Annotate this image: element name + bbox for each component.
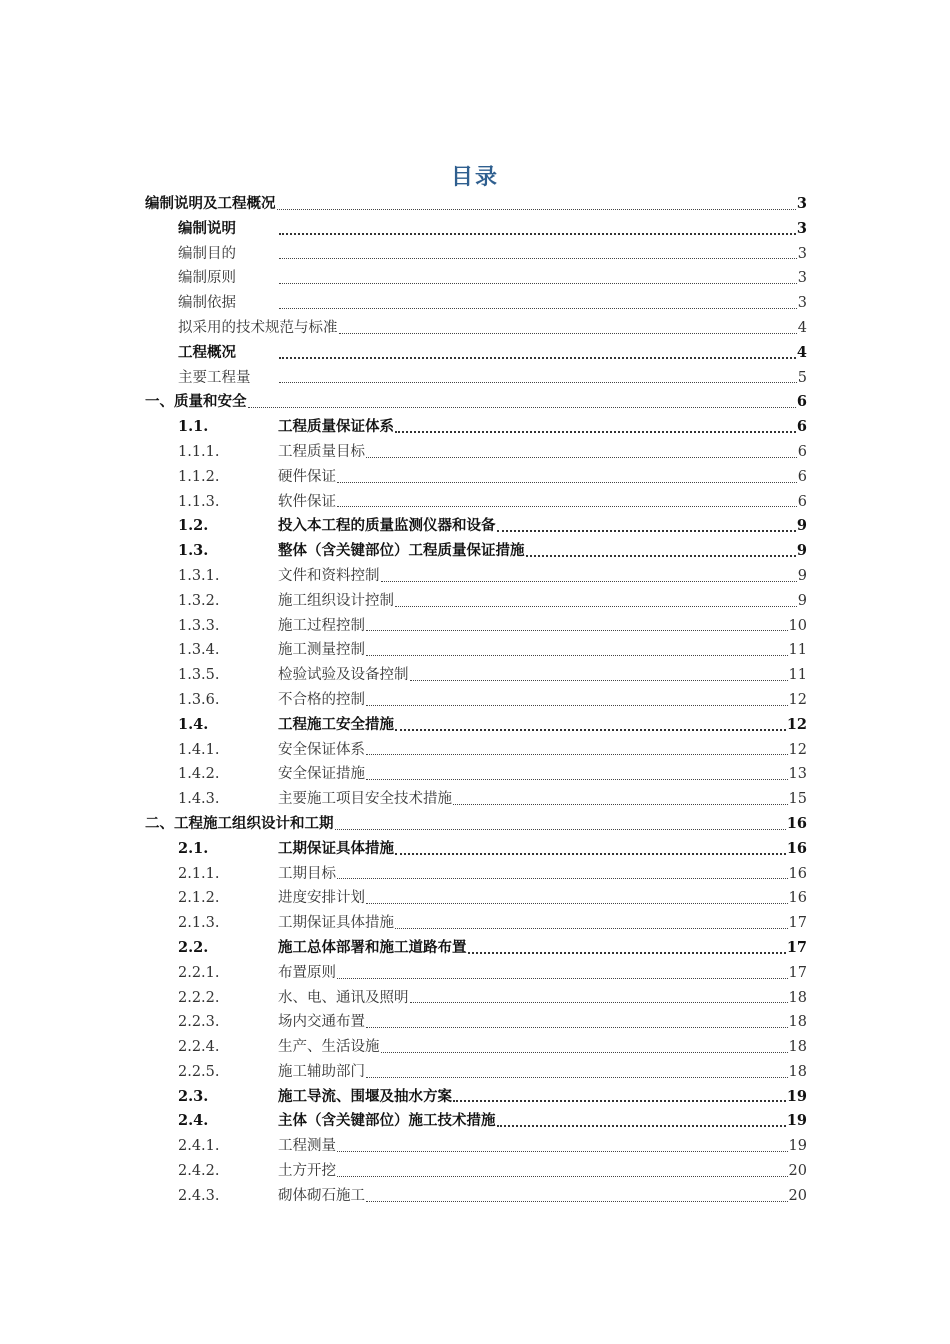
toc-entry-page: 11 xyxy=(788,667,807,684)
toc-leader-dots xyxy=(366,903,788,904)
toc-leader-dots xyxy=(366,1077,788,1078)
toc-entry-page: 16 xyxy=(786,839,807,857)
toc-entry-label: 编制依据 xyxy=(178,295,236,312)
toc-entry-page: 18 xyxy=(788,1014,807,1031)
toc-entry[interactable] xyxy=(145,738,807,763)
toc-leader-dots xyxy=(410,1002,788,1003)
toc-entry[interactable] xyxy=(145,366,807,391)
toc-entry-page: 9 xyxy=(796,517,807,535)
toc-entry[interactable] xyxy=(145,1010,807,1035)
toc-entry[interactable] xyxy=(145,812,807,837)
toc-entry-number: 1.1.2. xyxy=(178,468,220,485)
toc-entry-label: 不合格的控制 xyxy=(278,691,365,708)
toc-entry-page: 18 xyxy=(788,1039,807,1056)
toc-entry-number: 2.2. xyxy=(178,938,209,956)
toc-entry-label: 工期目标 xyxy=(278,865,336,882)
toc-leader-dots xyxy=(337,506,797,507)
toc-entry-page: 20 xyxy=(788,1163,807,1180)
toc-entry-page: 19 xyxy=(786,1112,807,1130)
toc-entry-label: 施工辅助部门 xyxy=(278,1063,365,1080)
toc-entry[interactable] xyxy=(145,1109,807,1134)
toc-entry-label: 施工总体部署和施工道路布置 xyxy=(278,938,467,956)
toc-entry-label: 工期保证具体措施 xyxy=(278,839,394,857)
toc-entry-label: 主要工程量 xyxy=(178,369,251,386)
toc-entry-page: 11 xyxy=(788,642,807,659)
toc-leader-dots xyxy=(366,779,788,780)
toc-entry[interactable] xyxy=(145,341,807,366)
toc-entry[interactable] xyxy=(145,1085,807,1110)
toc-entry-page: 12 xyxy=(786,715,807,733)
toc-entry-page: 9 xyxy=(796,542,807,560)
toc-entry-page: 9 xyxy=(797,567,807,584)
toc-entry[interactable] xyxy=(145,986,807,1011)
toc-entry-page: 13 xyxy=(788,766,807,783)
toc-leader-dots xyxy=(337,1151,788,1152)
toc-entry-page: 20 xyxy=(788,1187,807,1204)
toc-entry-page: 12 xyxy=(788,691,807,708)
toc-entry-number: 1.3. xyxy=(178,542,209,560)
toc-entry-number: 1.4.1. xyxy=(178,741,220,758)
toc-entry-label: 检验试验及设备控制 xyxy=(278,667,409,684)
toc-entry-label: 拟采用的技术规范与标准 xyxy=(178,319,338,336)
toc-leader-dots xyxy=(366,457,797,458)
toc-entry-label: 砌体砌石施工 xyxy=(278,1187,365,1204)
toc-entry-page: 17 xyxy=(788,964,807,981)
toc-entry[interactable] xyxy=(145,390,807,415)
toc-entry-page: 15 xyxy=(788,791,807,808)
toc-leader-dots xyxy=(339,333,797,334)
toc-entry-number: 2.2.1. xyxy=(178,964,220,981)
toc-entry[interactable] xyxy=(145,1134,807,1159)
toc-entry-label: 施工导流、围堰及抽水方案 xyxy=(278,1087,452,1105)
toc-leader-dots xyxy=(337,878,788,879)
toc-title: 目录 xyxy=(450,164,499,190)
toc-entry-page: 17 xyxy=(786,938,807,956)
toc-entry[interactable] xyxy=(145,638,807,663)
toc-entry[interactable] xyxy=(145,465,807,490)
toc-entry[interactable] xyxy=(145,862,807,887)
toc-entry-number: 1.4.3. xyxy=(178,791,220,808)
toc-leader-dots xyxy=(279,283,797,284)
toc-entry-label: 编制说明及工程概况 xyxy=(145,195,276,212)
toc-entry-number: 1.3.6. xyxy=(178,691,220,708)
toc-leader-dots xyxy=(395,928,788,929)
toc-entry-number: 2.1.2. xyxy=(178,890,220,907)
toc-entry[interactable] xyxy=(145,762,807,787)
toc-entry-number: 1.1. xyxy=(178,418,209,436)
toc-entry-number: 1.1.1. xyxy=(178,443,220,460)
toc-entry-label: 施工组织设计控制 xyxy=(278,592,394,609)
toc-entry-number: 2.3. xyxy=(178,1087,209,1105)
toc-entry-label: 一、质量和安全 xyxy=(145,393,247,411)
toc-entry-label: 编制原则 xyxy=(178,270,236,287)
toc-entry-label: 布置原则 xyxy=(278,964,336,981)
toc-leader-dots xyxy=(497,1125,786,1127)
toc-entry[interactable] xyxy=(145,688,807,713)
toc-entry-page: 5 xyxy=(797,369,807,386)
toc-entry-number: 2.4.1. xyxy=(178,1138,220,1155)
toc-entry-label: 主体（含关键部位）施工技术措施 xyxy=(278,1112,496,1130)
toc-entry-page: 3 xyxy=(796,219,807,237)
toc-leader-dots xyxy=(366,1201,788,1202)
toc-entry-page: 4 xyxy=(797,319,807,336)
toc-entry-number: 1.4.2. xyxy=(178,766,220,783)
toc-entry[interactable] xyxy=(145,564,807,589)
toc-entry-label: 进度安排计划 xyxy=(278,890,365,907)
toc-entry-label: 水、电、通讯及照明 xyxy=(278,989,409,1006)
toc-entry[interactable] xyxy=(145,266,807,291)
toc-entry-label: 工程质量保证体系 xyxy=(278,418,394,436)
toc-leader-dots xyxy=(337,1176,788,1177)
toc-entry-label: 生产、生活设施 xyxy=(278,1039,380,1056)
toc-entry[interactable] xyxy=(145,1035,807,1060)
toc-entry-number: 1.3.4. xyxy=(178,642,220,659)
toc-entry-page: 6 xyxy=(797,493,807,510)
toc-entry[interactable] xyxy=(145,415,807,440)
table-of-contents xyxy=(145,192,807,1209)
toc-entry[interactable] xyxy=(145,316,807,341)
toc-entry-page: 4 xyxy=(796,343,807,361)
toc-entry[interactable] xyxy=(145,192,807,217)
toc-entry[interactable] xyxy=(145,490,807,515)
toc-entry-label: 文件和资料控制 xyxy=(278,567,380,584)
toc-leader-dots xyxy=(453,1100,786,1102)
toc-entry[interactable] xyxy=(145,291,807,316)
toc-entry-number: 1.3.5. xyxy=(178,667,220,684)
toc-entry[interactable] xyxy=(145,936,807,961)
toc-leader-dots xyxy=(337,482,797,483)
toc-entry[interactable] xyxy=(145,1060,807,1085)
toc-leader-dots xyxy=(381,1052,788,1053)
toc-entry-page: 3 xyxy=(797,295,807,312)
toc-entry-page: 16 xyxy=(786,814,807,832)
toc-entry-label: 编制目的 xyxy=(178,245,236,262)
toc-leader-dots xyxy=(381,581,797,582)
toc-entry-page: 6 xyxy=(796,418,807,436)
toc-entry-label: 施工测量控制 xyxy=(278,642,365,659)
toc-entry[interactable] xyxy=(145,713,807,738)
toc-entry-number: 2.1.3. xyxy=(178,915,220,932)
toc-leader-dots xyxy=(335,829,786,830)
toc-entry[interactable] xyxy=(145,614,807,639)
toc-entry[interactable] xyxy=(145,1184,807,1209)
toc-entry[interactable] xyxy=(145,787,807,812)
toc-entry-page: 16 xyxy=(788,865,807,882)
toc-entry[interactable] xyxy=(145,886,807,911)
toc-entry-label: 硬件保证 xyxy=(278,468,336,485)
toc-leader-dots xyxy=(395,606,797,607)
toc-entry-label: 工程施工安全措施 xyxy=(278,715,394,733)
toc-entry[interactable] xyxy=(145,1159,807,1184)
toc-leader-dots xyxy=(248,407,796,408)
toc-entry-page: 18 xyxy=(788,989,807,1006)
toc-leader-dots xyxy=(277,209,796,210)
toc-leader-dots xyxy=(279,382,797,383)
toc-entry-page: 17 xyxy=(788,915,807,932)
toc-entry-number: 2.2.3. xyxy=(178,1014,220,1031)
toc-entry[interactable] xyxy=(145,837,807,862)
toc-entry-label: 软件保证 xyxy=(278,493,336,510)
toc-leader-dots xyxy=(279,357,796,359)
toc-entry[interactable] xyxy=(145,514,807,539)
toc-leader-dots xyxy=(366,754,788,755)
toc-entry-label: 土方开挖 xyxy=(278,1163,336,1180)
toc-entry-page: 3 xyxy=(797,245,807,262)
toc-entry-page: 9 xyxy=(797,592,807,609)
toc-entry-number: 1.3.1. xyxy=(178,567,220,584)
toc-leader-dots xyxy=(497,530,796,532)
toc-entry-number: 2.2.5. xyxy=(178,1063,220,1080)
toc-leader-dots xyxy=(468,952,786,954)
toc-entry-number: 2.4.3. xyxy=(178,1187,220,1204)
toc-entry-page: 12 xyxy=(788,741,807,758)
toc-leader-dots xyxy=(279,258,797,259)
toc-entry-label: 整体（含关键部位）工程质量保证措施 xyxy=(278,542,525,560)
toc-leader-dots xyxy=(366,1027,788,1028)
toc-entry-label: 二、工程施工组织设计和工期 xyxy=(145,814,334,832)
toc-entry[interactable] xyxy=(145,663,807,688)
toc-entry-number: 2.1.1. xyxy=(178,865,220,882)
toc-entry-page: 19 xyxy=(786,1087,807,1105)
toc-entry-label: 投入本工程的质量监测仪器和设备 xyxy=(278,517,496,535)
toc-entry-label: 工程质量目标 xyxy=(278,443,365,460)
toc-entry[interactable] xyxy=(145,961,807,986)
toc-entry-number: 1.2. xyxy=(178,517,209,535)
toc-entry-page: 16 xyxy=(788,890,807,907)
toc-leader-dots xyxy=(526,555,796,557)
toc-entry-number: 2.2.2. xyxy=(178,989,220,1006)
toc-entry-label: 安全保证措施 xyxy=(278,766,365,783)
toc-entry-number: 1.4. xyxy=(178,715,209,733)
toc-entry-number: 2.2.4. xyxy=(178,1039,220,1056)
toc-leader-dots xyxy=(279,233,796,235)
toc-leader-dots xyxy=(395,431,796,433)
toc-leader-dots xyxy=(410,680,788,681)
toc-entry[interactable] xyxy=(145,589,807,614)
toc-leader-dots xyxy=(395,729,786,731)
toc-leader-dots xyxy=(453,804,788,805)
toc-entry-number: 1.3.3. xyxy=(178,617,220,634)
toc-entry-page: 6 xyxy=(796,393,807,411)
toc-entry-label: 主要施工项目安全技术措施 xyxy=(278,791,452,808)
toc-entry-page: 10 xyxy=(788,617,807,634)
toc-entry-number: 1.1.3. xyxy=(178,493,220,510)
toc-entry-label: 安全保证体系 xyxy=(278,741,365,758)
toc-leader-dots xyxy=(366,705,788,706)
toc-entry-page: 3 xyxy=(796,195,807,212)
toc-entry-number: 2.4. xyxy=(178,1112,209,1130)
toc-leader-dots xyxy=(366,630,788,631)
toc-entry-number: 2.1. xyxy=(178,839,209,857)
toc-entry-page: 6 xyxy=(797,468,807,485)
toc-entry-number: 2.4.2. xyxy=(178,1163,220,1180)
toc-leader-dots xyxy=(337,978,788,979)
toc-entry-page: 19 xyxy=(788,1138,807,1155)
toc-entry-label: 施工过程控制 xyxy=(278,617,365,634)
toc-entry[interactable] xyxy=(145,440,807,465)
toc-entry[interactable] xyxy=(145,911,807,936)
toc-leader-dots xyxy=(366,655,788,656)
toc-entry-label: 工程概况 xyxy=(178,343,236,361)
toc-entry[interactable] xyxy=(145,539,807,564)
toc-entry[interactable] xyxy=(145,217,807,242)
toc-entry-page: 18 xyxy=(788,1063,807,1080)
toc-entry-label: 工期保证具体措施 xyxy=(278,915,394,932)
toc-entry-label: 场内交通布置 xyxy=(278,1014,365,1031)
toc-entry[interactable] xyxy=(145,242,807,267)
toc-entry-number: 1.3.2. xyxy=(178,592,220,609)
toc-entry-label: 工程测量 xyxy=(278,1138,336,1155)
toc-leader-dots xyxy=(395,853,786,855)
toc-entry-label: 编制说明 xyxy=(178,219,236,237)
toc-leader-dots xyxy=(279,308,797,309)
toc-entry-page: 6 xyxy=(797,443,807,460)
toc-entry-page: 3 xyxy=(797,270,807,287)
